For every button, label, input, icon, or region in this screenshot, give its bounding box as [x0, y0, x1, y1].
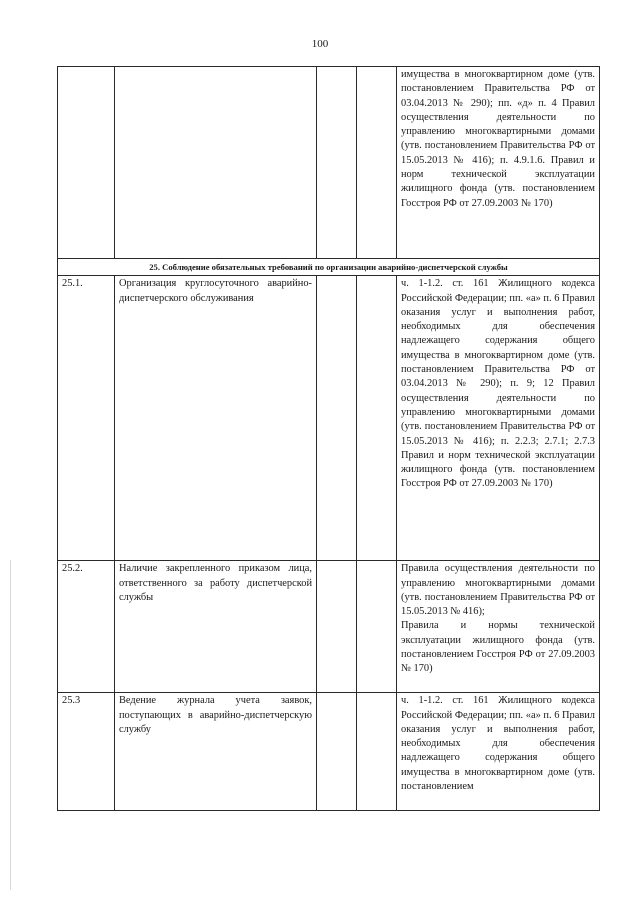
table-row	[58, 693, 600, 811]
cell-empty-b	[357, 693, 397, 811]
legal-reference-paragraph: Правила осуществления деятельности по управлению многоквартирными домами (утв. постановлением Правительства РФ от 15.05.2013 № 416);	[401, 563, 595, 618]
section-title: 25. Соблюдение обязательных требований по организации аварийно-диспетчерской службы	[58, 259, 600, 276]
cell-legal-reference	[397, 693, 600, 811]
legal-reference-paragraph: ч. 1-1.2. ст. 161 Жилищного кодекса Российской Федерации; пп. «а» п. 6 Правил оказания услуг и выполнения работ, необходимых для обеспечения надлежащего содержания общего имущества в многоквартирном доме (утв. постановлением Правительства РФ от 03.04.2013 № 290); п. 9; 12 Правил осуществления деятельности по управлению многоквартирными домами (утв. постановлением Правительства РФ от 15.05.2013 № 416); п. 2.2.3; 2.7.1; 2.7.3 Правил и норм технической эксплуатации жилищного фонда (утв. постановлением Госстроя РФ от 27.09.2003 № 170)	[401, 278, 595, 490]
section-header-row	[58, 259, 600, 276]
cell-num	[58, 67, 115, 259]
cell-legal-reference	[397, 276, 600, 561]
cell-empty-a	[317, 561, 357, 693]
cell-empty-a	[317, 693, 357, 811]
table-row-continuation	[58, 67, 600, 259]
cell-num: 25.3	[58, 693, 115, 811]
page-number: 100	[311, 38, 329, 50]
cell-legal-reference	[397, 561, 600, 693]
cell-empty-b	[357, 276, 397, 561]
table-row	[58, 276, 600, 561]
cell-name: Наличие закрепленного приказом лица, ответственного за работу диспетчерской службы	[115, 561, 317, 693]
scan-edge-artifact	[10, 560, 11, 890]
cell-empty-a	[317, 67, 357, 259]
legal-reference-paragraph: ч. 1-1.2. ст. 161 Жилищного кодекса Российской Федерации; пп. «а» п. 6 Правил оказания услуг и выполнения работ, необходимых для обеспечения надлежащего содержания общего имущества в многоквартирном доме (утв. постановлением	[401, 695, 595, 793]
cell-empty-a	[317, 276, 357, 561]
cell-empty-b	[357, 561, 397, 693]
legal-reference-paragraph: Правила и нормы технической эксплуатации жилищного фонда (утв. постановлением Госстроя РФ от 27.09.2003 № 170)	[401, 620, 595, 675]
cell-num: 25.2.	[58, 561, 115, 693]
cell-num: 25.1.	[58, 276, 115, 561]
cell-name: Организация круглосуточного аварийно-диспетчерского обслуживания	[115, 276, 317, 561]
cell-name: Ведение журнала учета заявок, поступающих в аварийно-диспетчерскую службу	[115, 693, 317, 811]
table-row	[58, 561, 600, 693]
cell-empty-b	[357, 67, 397, 259]
cell-name	[115, 67, 317, 259]
cell-legal-reference: имущества в многоквартирном доме (утв. постановлением Правительства РФ от 03.04.2013 № 290); пп. «д» п. 4 Правил осуществления деятельности по управлению многоквартирными домами (утв. постановлением Правительства РФ от 15.05.2013 № 416); п. 4.9.1.6. Правил и норм технической эксплуатации жилищного фонда (утв. постановлением Госстроя РФ от 27.09.2003 № 170)	[397, 67, 600, 259]
requirements-table	[57, 66, 600, 811]
